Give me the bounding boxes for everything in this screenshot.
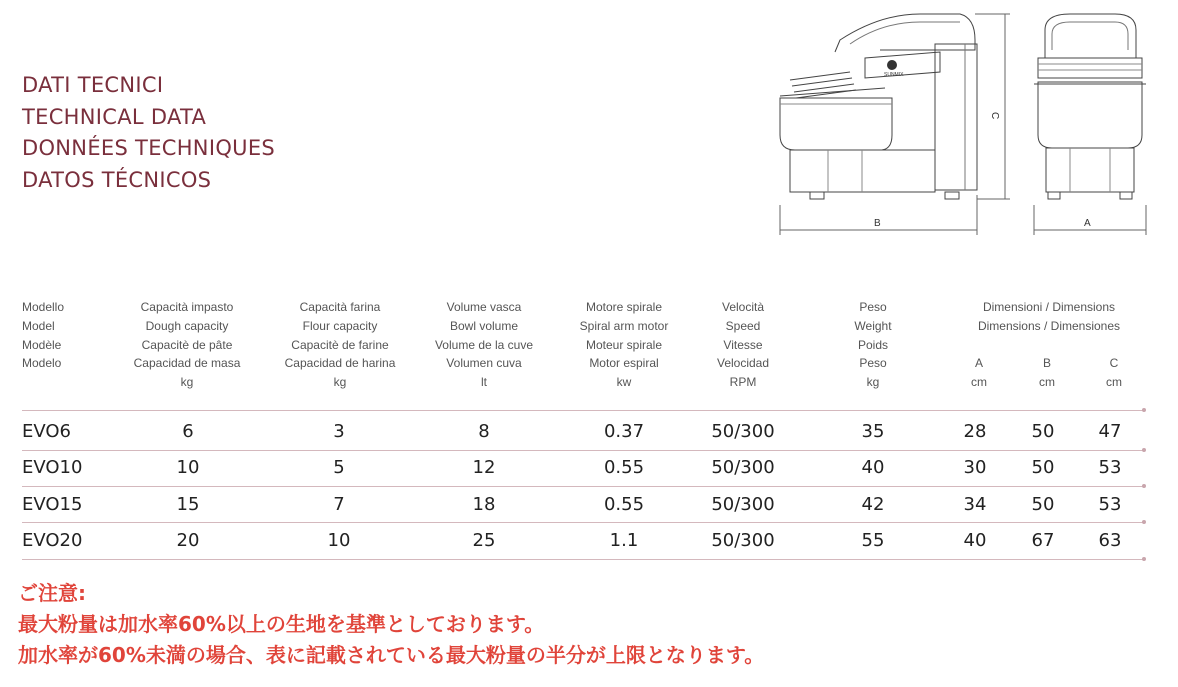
cell-volume: 8 — [478, 421, 490, 442]
header-speed: Velocità Speed Vitesse Velocidad RPM — [716, 300, 770, 390]
brand-logo-icon — [887, 60, 897, 70]
cell-dim-c: 53 — [1098, 494, 1122, 515]
cell-dough: 20 — [176, 530, 200, 551]
cell-dim-a: 30 — [963, 457, 987, 478]
side-view-drawing — [780, 14, 1010, 235]
cell-motor: 0.55 — [603, 457, 645, 478]
cell-weight: 35 — [861, 421, 885, 442]
table-row — [0, 523, 1178, 559]
cell-speed: 50/300 — [711, 421, 775, 442]
header-flour-capacity: Capacità farina Flour capacity Capacitè de farine Capacidad de harina kg — [284, 300, 396, 390]
header-spiral-motor: Motore spirale Spiral arm motor Moteur spirale Motor espiral kw — [579, 300, 669, 390]
cell-volume: 18 — [472, 494, 496, 515]
header-model: Modello Model Modèle Modelo — [22, 300, 65, 371]
cell-dim-c: 47 — [1098, 421, 1122, 442]
table-row — [0, 414, 1178, 450]
title-es: DATOS TÉCNICOS — [22, 167, 212, 192]
cell-dim-b: 50 — [1031, 457, 1055, 478]
header-weight: Peso Weight Poids Peso kg — [854, 300, 892, 390]
dimension-b-label: B — [874, 218, 881, 229]
cell-dough: 15 — [176, 494, 200, 515]
title-it: DATI TECNICI — [22, 73, 164, 97]
header-dim-b: B cm — [1039, 356, 1055, 389]
cell-dim-a: 40 — [963, 530, 987, 551]
cell-model: EVO10 — [22, 457, 83, 478]
cell-dim-b: 50 — [1031, 494, 1055, 515]
title-en: TECHNICAL DATA — [22, 104, 207, 129]
header-dough-capacity: Capacità impasto Dough capacity Capacitè de pâte Capacidad de masa kg — [133, 300, 241, 390]
header-dim-a: A cm — [971, 356, 987, 389]
table-row — [0, 450, 1178, 486]
cell-speed: 50/300 — [711, 494, 775, 515]
header-bowl-volume: Volume vasca Bowl volume Volume de la cuve Volumen cuva lt — [434, 300, 534, 390]
cell-flour: 5 — [333, 457, 345, 478]
cell-flour: 10 — [327, 530, 351, 551]
cell-model: EVO6 — [22, 421, 71, 442]
section-titles — [22, 70, 275, 196]
cell-dim-c: 63 — [1098, 530, 1122, 551]
dimension-a-label: A — [1084, 218, 1091, 229]
table-divider — [22, 410, 1144, 411]
cell-dim-b: 67 — [1031, 530, 1055, 551]
dimension-c-label: C — [989, 112, 1000, 120]
cell-dim-c: 53 — [1098, 457, 1122, 478]
cell-speed: 50/300 — [711, 530, 775, 551]
cell-weight: 42 — [861, 494, 885, 515]
cell-dim-b: 50 — [1031, 421, 1055, 442]
header-dim-c: C cm — [1106, 356, 1122, 389]
cell-motor: 1.1 — [609, 530, 639, 551]
note-heading: ご注意: — [18, 581, 86, 605]
cell-motor: 0.55 — [603, 494, 645, 515]
cell-weight: 55 — [861, 530, 885, 551]
cell-dough: 6 — [182, 421, 194, 442]
cell-dim-a: 34 — [963, 494, 987, 515]
title-fr: DONNÉES TECHNIQUES — [22, 136, 276, 160]
front-view-drawing — [1034, 14, 1146, 235]
cell-flour: 7 — [333, 494, 345, 515]
cell-volume: 12 — [472, 457, 496, 478]
cell-model: EVO20 — [22, 530, 83, 551]
cell-weight: 40 — [861, 457, 885, 478]
cell-volume: 25 — [472, 530, 496, 551]
cell-speed: 50/300 — [711, 457, 775, 478]
mixer-technical-drawing — [770, 0, 1178, 245]
note-line-2: 加水率が60%未満の場合、表に記載されている最大粉量の半分が上限となります。 — [18, 643, 765, 667]
cell-dim-a: 28 — [963, 421, 987, 442]
note-line-1: 最大粉量は加水率60%以上の生地を基準としております。 — [18, 612, 545, 636]
cell-model: EVO15 — [22, 494, 83, 515]
header-dimensions: Dimensioni / Dimensions Dimensions / Dimensiones — [977, 300, 1121, 333]
cell-motor: 0.37 — [603, 421, 645, 442]
japanese-note — [18, 578, 764, 671]
table-row — [0, 487, 1178, 523]
brand-label: SUNMIX — [884, 72, 904, 78]
table-divider — [22, 559, 1144, 560]
cell-dough: 10 — [176, 457, 200, 478]
cell-flour: 3 — [333, 421, 345, 442]
